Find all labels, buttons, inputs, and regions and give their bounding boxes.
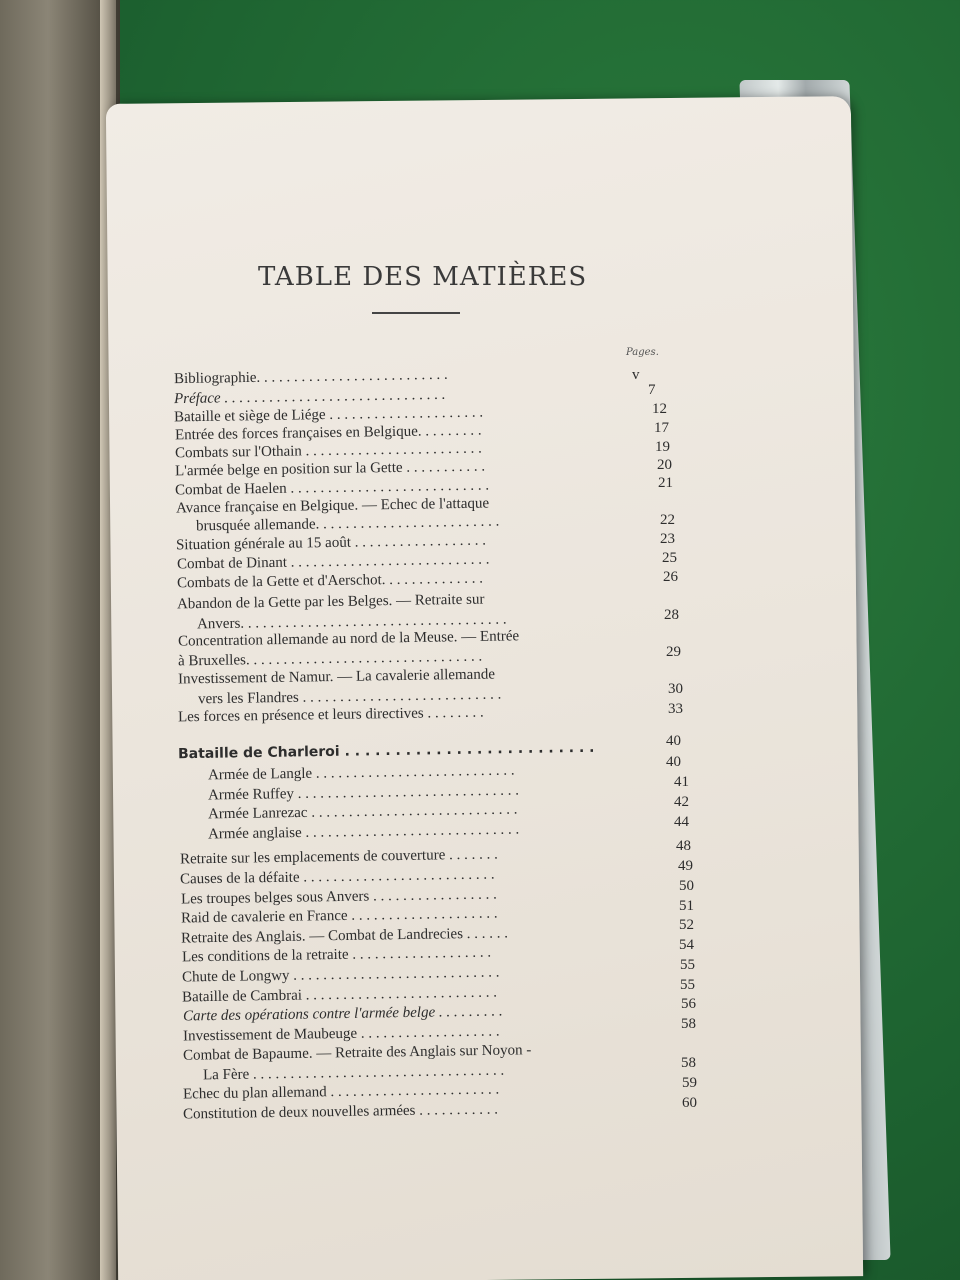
toc-entry: Entrée des forces françaises en Belgique. . . . . . . . . xyxy=(174,422,482,444)
toc-entry: Constitution de deux nouvelles armées . . . . . . . . . . . xyxy=(182,1101,499,1123)
toc-page-number: 17 xyxy=(654,420,669,436)
toc-entry: Retraite sur les emplacements de couverture . . . . . . . xyxy=(179,846,498,868)
toc-entry: Les conditions de la retraite . . . . . . . . . . . . . . . . . . . xyxy=(181,944,492,966)
toc-entry: Bataille et siège de Liége . . . . . . . . . . . . . . . . . . . . . xyxy=(173,404,484,426)
toc-page-number: 22 xyxy=(660,512,675,528)
toc-entry: Combats de la Gette et d'Aerschot. . . . . . . . . . . . . . xyxy=(176,570,484,592)
toc-page-number: 20 xyxy=(657,457,672,473)
toc-page-number: 26 xyxy=(663,569,678,585)
toc-page-number: 52 xyxy=(679,917,694,933)
toc-entry: Combat de Bapaume. — Retraite des Anglais sur Noyon - xyxy=(182,1042,532,1064)
toc-page-number: 60 xyxy=(682,1095,697,1111)
toc-entry: La Fère . . . . . . . . . . . . . . . . . . . . . . . . . . . . . . . . . . xyxy=(202,1062,505,1084)
toc-page-number: 33 xyxy=(668,701,683,717)
toc-page-number: 58 xyxy=(681,1016,696,1032)
toc-entry: L'armée belge en position sur la Gette . . . . . . . . . . . xyxy=(174,458,486,480)
page-title: TABLE DES MATIÈRES xyxy=(258,262,588,292)
title-divider xyxy=(372,312,460,314)
toc-page-number: 40 xyxy=(666,733,681,749)
toc-entry: Investissement de Maubeuge . . . . . . . . . . . . . . . . . . . xyxy=(182,1023,500,1045)
toc-page-number: 49 xyxy=(678,858,693,874)
toc-page-number: 25 xyxy=(662,550,677,566)
toc-entry: Investissement de Namur. — La cavalerie allemande xyxy=(177,666,496,688)
toc-entry: Avance française en Belgique. — Echec de l'attaque xyxy=(175,495,490,517)
toc-page-number: 19 xyxy=(655,439,670,455)
toc-entry: brusquée allemande. . . . . . . . . . . . . . . . . . . . . . . . . xyxy=(195,513,500,535)
toc-entry: vers les Flandres . . . . . . . . . . . . . . . . . . . . . . . . . . . xyxy=(197,686,502,708)
toc-page-number: 59 xyxy=(682,1075,697,1091)
toc-entry: Combat de Dinant . . . . . . . . . . . . . . . . . . . . . . . . . . . xyxy=(176,551,490,573)
toc-page-number: 44 xyxy=(674,814,689,830)
toc-entry: Combats sur l'Othain . . . . . . . . . . . . . . . . . . . . . . . . xyxy=(174,440,482,462)
toc-entry: Anvers. . . . . . . . . . . . . . . . . . . . . . . . . . . . . . . . . . . . xyxy=(196,611,507,633)
toc-entry: Armée anglaise . . . . . . . . . . . . . . . . . . . . . . . . . . . . . xyxy=(207,821,520,843)
toc-page-number: 21 xyxy=(658,475,673,491)
toc-entry: Raid de cavalerie en France . . . . . . . . . . . . . . . . . . . . xyxy=(180,905,498,927)
toc-page-number: 58 xyxy=(681,1055,696,1071)
toc-page-number: v xyxy=(632,367,640,383)
toc-entry: Bataille de Charleroi . . . . . . . . . . . . . . . . . . . . . . . . . xyxy=(177,739,595,763)
toc-entry: Carte des opérations contre l'armée belge . . . . . . . . . xyxy=(182,1003,503,1025)
toc-page-number: 54 xyxy=(679,937,694,953)
toc-page-number: 55 xyxy=(680,957,695,973)
toc-entry: Bataille de Cambrai . . . . . . . . . . . . . . . . . . . . . . . . . . xyxy=(181,984,498,1006)
toc-entry: à Bruxelles. . . . . . . . . . . . . . . . . . . . . . . . . . . . . . . . xyxy=(177,648,483,670)
toc-entry: Les forces en présence et leurs directives . . . . . . . . xyxy=(177,704,484,726)
toc-page-number: 28 xyxy=(664,607,679,623)
toc-page-number: 40 xyxy=(666,754,681,770)
toc-entry: Retraite des Anglais. — Combat de Landrecies . . . . . . xyxy=(180,925,509,947)
toc-page-number: 12 xyxy=(652,401,667,417)
toc-entry: Combat de Haelen . . . . . . . . . . . . . . . . . . . . . . . . . . . xyxy=(174,477,490,499)
toc-page-number: 50 xyxy=(679,878,694,894)
toc-entry: Armée Ruffey . . . . . . . . . . . . . . . . . . . . . . . . . . . . . . xyxy=(207,782,520,804)
toc-page-number: 55 xyxy=(680,977,695,993)
toc-page-number: 42 xyxy=(674,794,689,810)
toc-entry: Armée de Langle . . . . . . . . . . . . . . . . . . . . . . . . . . . xyxy=(207,762,515,784)
toc-entry: Chute de Longwy . . . . . . . . . . . . . . . . . . . . . . . . . . . . xyxy=(181,964,500,986)
toc-entry: Echec du plan allemand . . . . . . . . . . . . . . . . . . . . . . . xyxy=(182,1081,500,1103)
toc-entry: Les troupes belges sous Anvers . . . . . . . . . . . . . . . . . xyxy=(180,886,497,908)
toc-page-number: 30 xyxy=(668,681,683,697)
toc-page-number: 56 xyxy=(681,996,696,1012)
toc-entry: Armée Lanrezac . . . . . . . . . . . . . . . . . . . . . . . . . . . . xyxy=(207,801,518,823)
toc-page-number: 48 xyxy=(676,838,691,854)
toc-entry: Préface . . . . . . . . . . . . . . . . . . . . . . . . . . . . . . xyxy=(173,386,446,408)
toc-entry: Concentration allemande au nord de la Meuse. — Entrée xyxy=(177,628,520,650)
toc-entry: Causes de la défaite . . . . . . . . . . . . . . . . . . . . . . . . . . xyxy=(179,866,495,888)
toc-entry: Situation générale au 15 août . . . . . . . . . . . . . . . . . . xyxy=(175,532,487,554)
pages-column-label: Pages. xyxy=(626,347,659,358)
toc-page-number: 29 xyxy=(666,644,681,660)
toc-page-number: 7 xyxy=(648,382,656,398)
toc-page-number: 23 xyxy=(660,531,675,547)
toc-entry: Abandon de la Gette par les Belges. — Retraite sur xyxy=(176,591,485,613)
toc-page-number: 51 xyxy=(679,898,694,914)
toc-entry: Bibliographie. . . . . . . . . . . . . . . . . . . . . . . . . . xyxy=(173,366,448,388)
toc-page-number: 41 xyxy=(674,774,689,790)
